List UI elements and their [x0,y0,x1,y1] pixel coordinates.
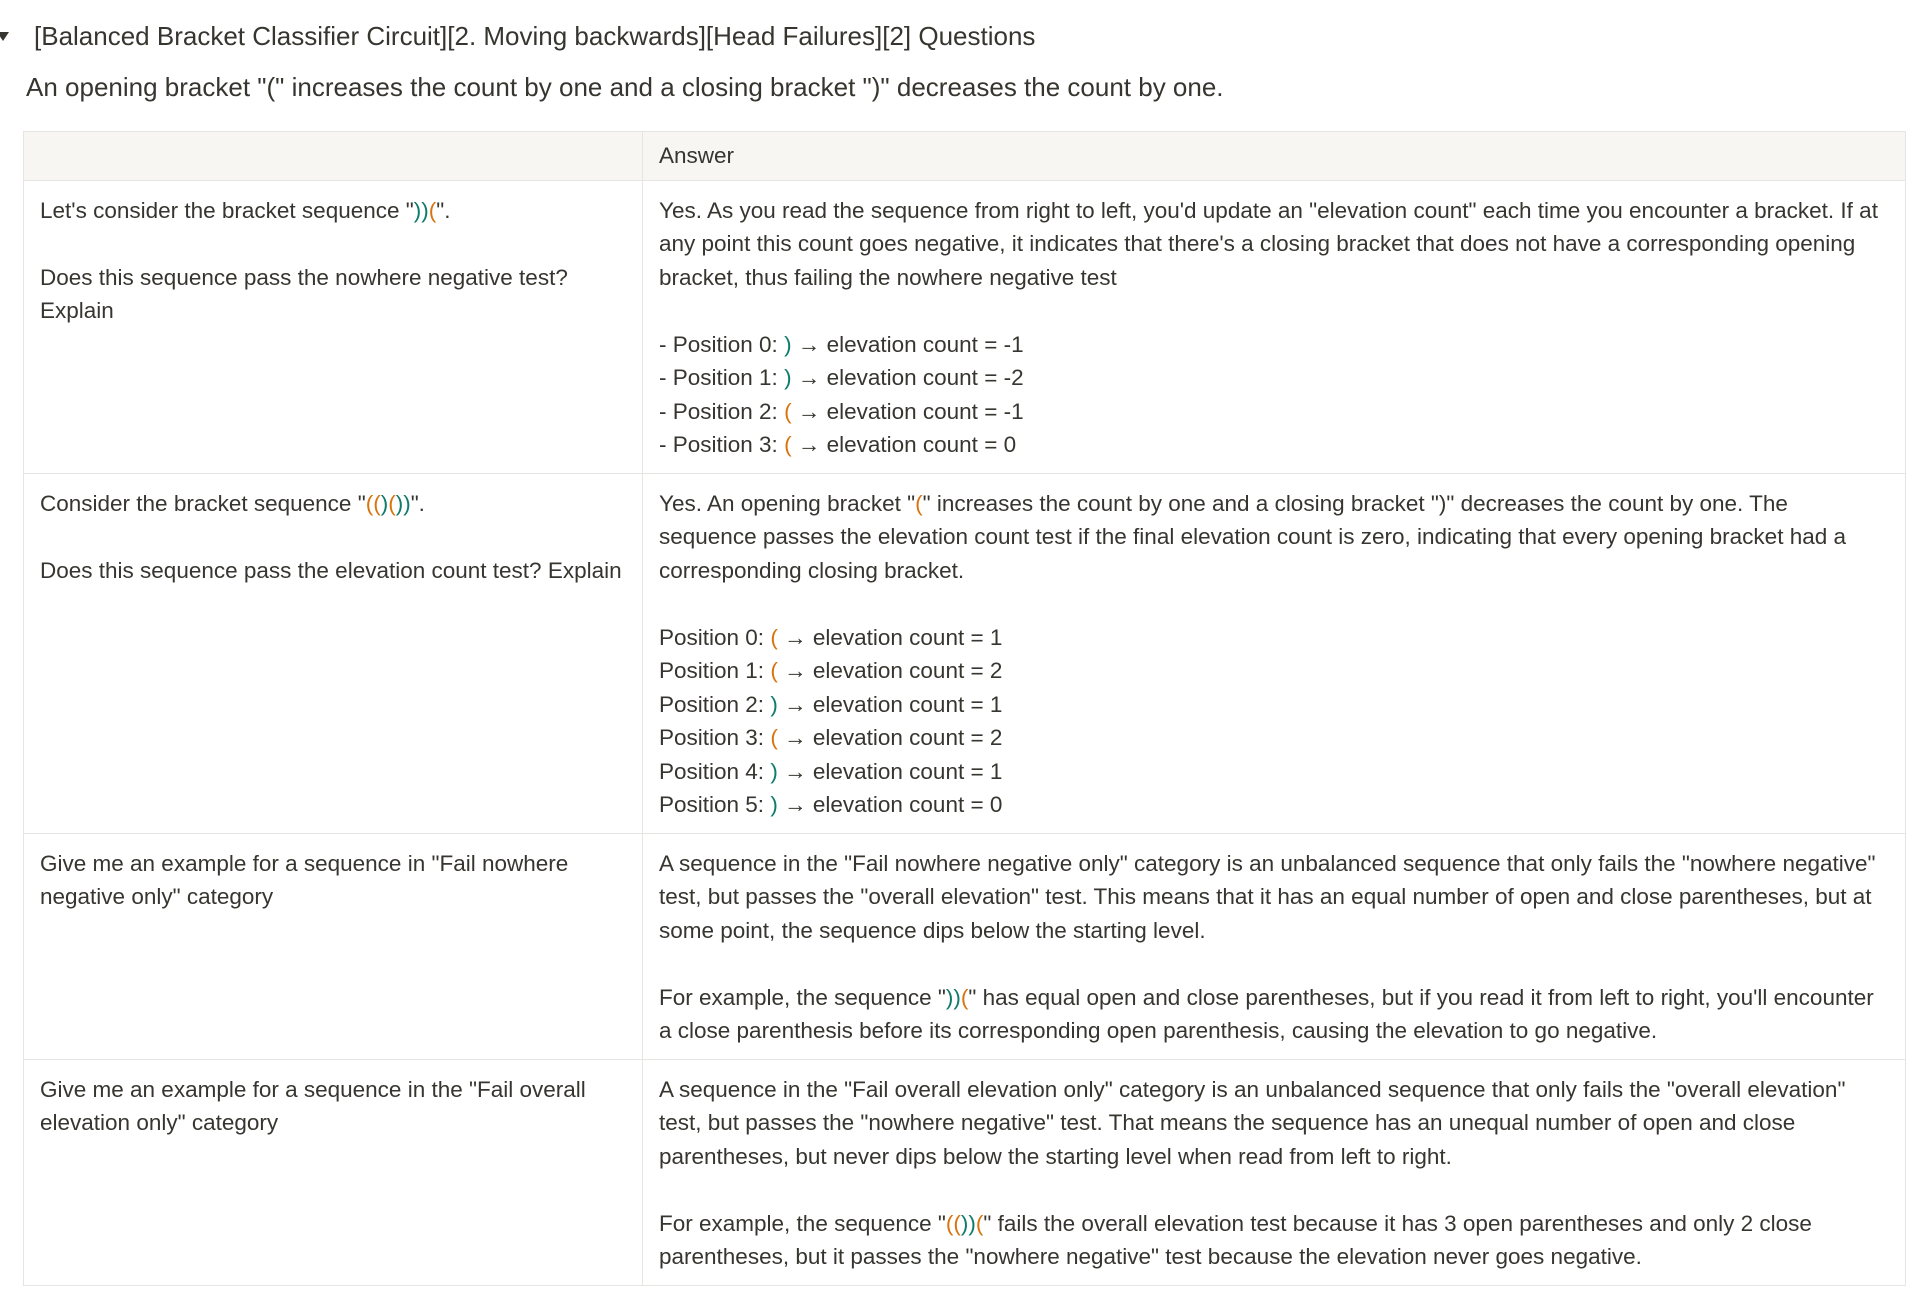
arrow-icon: → [784,758,807,784]
answer-paragraph: A sequence in the "Fail overall elevation only" category is an unbalanced sequence that only fails the "overall elevation" test, but passes the "nowhere negative" test. That means the sequence has an unequal number of open and close parentheses, but never dips below the starting level when read from left to right. [659,1076,1846,1169]
table-header-row [24,132,1906,181]
question-line: Does this sequence pass the nowhere negative test? Explain [40,264,568,323]
answer-paragraph: Yes. An opening bracket "(" increases the count by one and a closing bracket ")" decreases the count by one. The sequence passes the elevation count test if the final elevation count is zero, indicating that every opening bracket had a corresponding closing bracket. [659,490,1847,583]
step-line: - Position 3: ( → elevation count = 0 [659,432,1017,457]
step-line: - Position 1: ) → elevation count = -2 [659,365,1024,390]
column-header-question [24,132,643,181]
table-row [24,473,1906,833]
question-line: Consider the bracket sequence "(()())". [40,490,425,516]
answer-paragraph: A sequence in the "Fail nowhere negative only" category is an unbalanced sequence that only fails the "nowhere negative" test, but passes the "overall elevation" test. This means that it has an equal number of open and close parentheses, but at some point, the sequence dips below the starting level. [659,850,1876,943]
question-line: Give me an example for a sequence in the "Fail overall elevation only" category [40,1076,586,1135]
example-paragraph: For example, the sequence "))(" has equal open and close parentheses, but if you read it from left to right, you'll encounter a close parenthesis before its corresponding open parenthesis, causing the elevation to go negative. [659,984,1874,1043]
answer-paragraph: Yes. As you read the sequence from right to left, you'd update an "elevation count" each time you encounter a bracket. If at any point this count goes negative, it indicates that there's a closing bracket that does not have a corresponding opening bracket, thus failing the nowhere negative test [659,197,1878,290]
table-row [24,180,1906,473]
question-cell[interactable] [24,473,643,833]
step-line: Position 4: ) → elevation count = 1 [659,758,1003,784]
table-row [24,833,1906,1059]
answer-cell[interactable] [643,833,1906,1059]
intro-text: An opening bracket "(" increases the count by one and a closing bracket ")" decreases the count by one. [26,72,1224,102]
arrow-icon: → [797,398,821,424]
column-header-answer: Answer [643,132,1906,181]
table-row [24,1059,1906,1285]
toggle-header [0,16,1035,56]
page-title: [Balanced Bracket Classifier Circuit][2. Moving backwards][Head Failures][2] Questions [34,20,1036,51]
answer-cell[interactable] [643,180,1906,473]
step-line: Position 1: ( → elevation count = 2 [659,658,1003,683]
arrow-icon: → [784,658,807,683]
step-line: Position 3: ( → elevation count = 2 [659,725,1003,750]
step-line: - Position 2: ( → elevation count = -1 [659,398,1024,424]
question-line: Let's consider the bracket sequence "))(". [40,197,451,223]
arrow-icon: → [784,792,807,817]
answer-cell[interactable] [643,473,1906,833]
example-paragraph: For example, the sequence "(())(" fails the overall elevation test because it has 3 open parentheses and only 2 close parentheses, but it passes the "nowhere negative" test because the elevation never goes negative. [659,1210,1812,1269]
arrow-icon: → [797,331,821,357]
step-line: Position 0: ( → elevation count = 1 [659,624,1003,650]
arrow-icon: → [784,624,807,650]
arrow-icon: → [797,432,821,457]
arrow-icon: → [797,365,821,390]
arrow-icon: → [784,691,807,717]
answer-cell[interactable] [643,1059,1906,1285]
question-line: Does this sequence pass the elevation count test? Explain [40,557,622,583]
qa-table [23,131,1906,1286]
arrow-icon: → [784,725,807,750]
question-cell[interactable] [24,833,643,1059]
question-cell[interactable] [24,1059,643,1285]
step-line: Position 2: ) → elevation count = 1 [659,691,1003,717]
step-line: - Position 0: ) → elevation count = -1 [659,331,1024,357]
step-line: Position 5: ) → elevation count = 0 [659,792,1003,817]
toggle-triangle-icon[interactable] [0,32,9,41]
question-line: Give me an example for a sequence in "Fail nowhere negative only" category [40,850,569,909]
question-cell[interactable] [24,180,643,473]
